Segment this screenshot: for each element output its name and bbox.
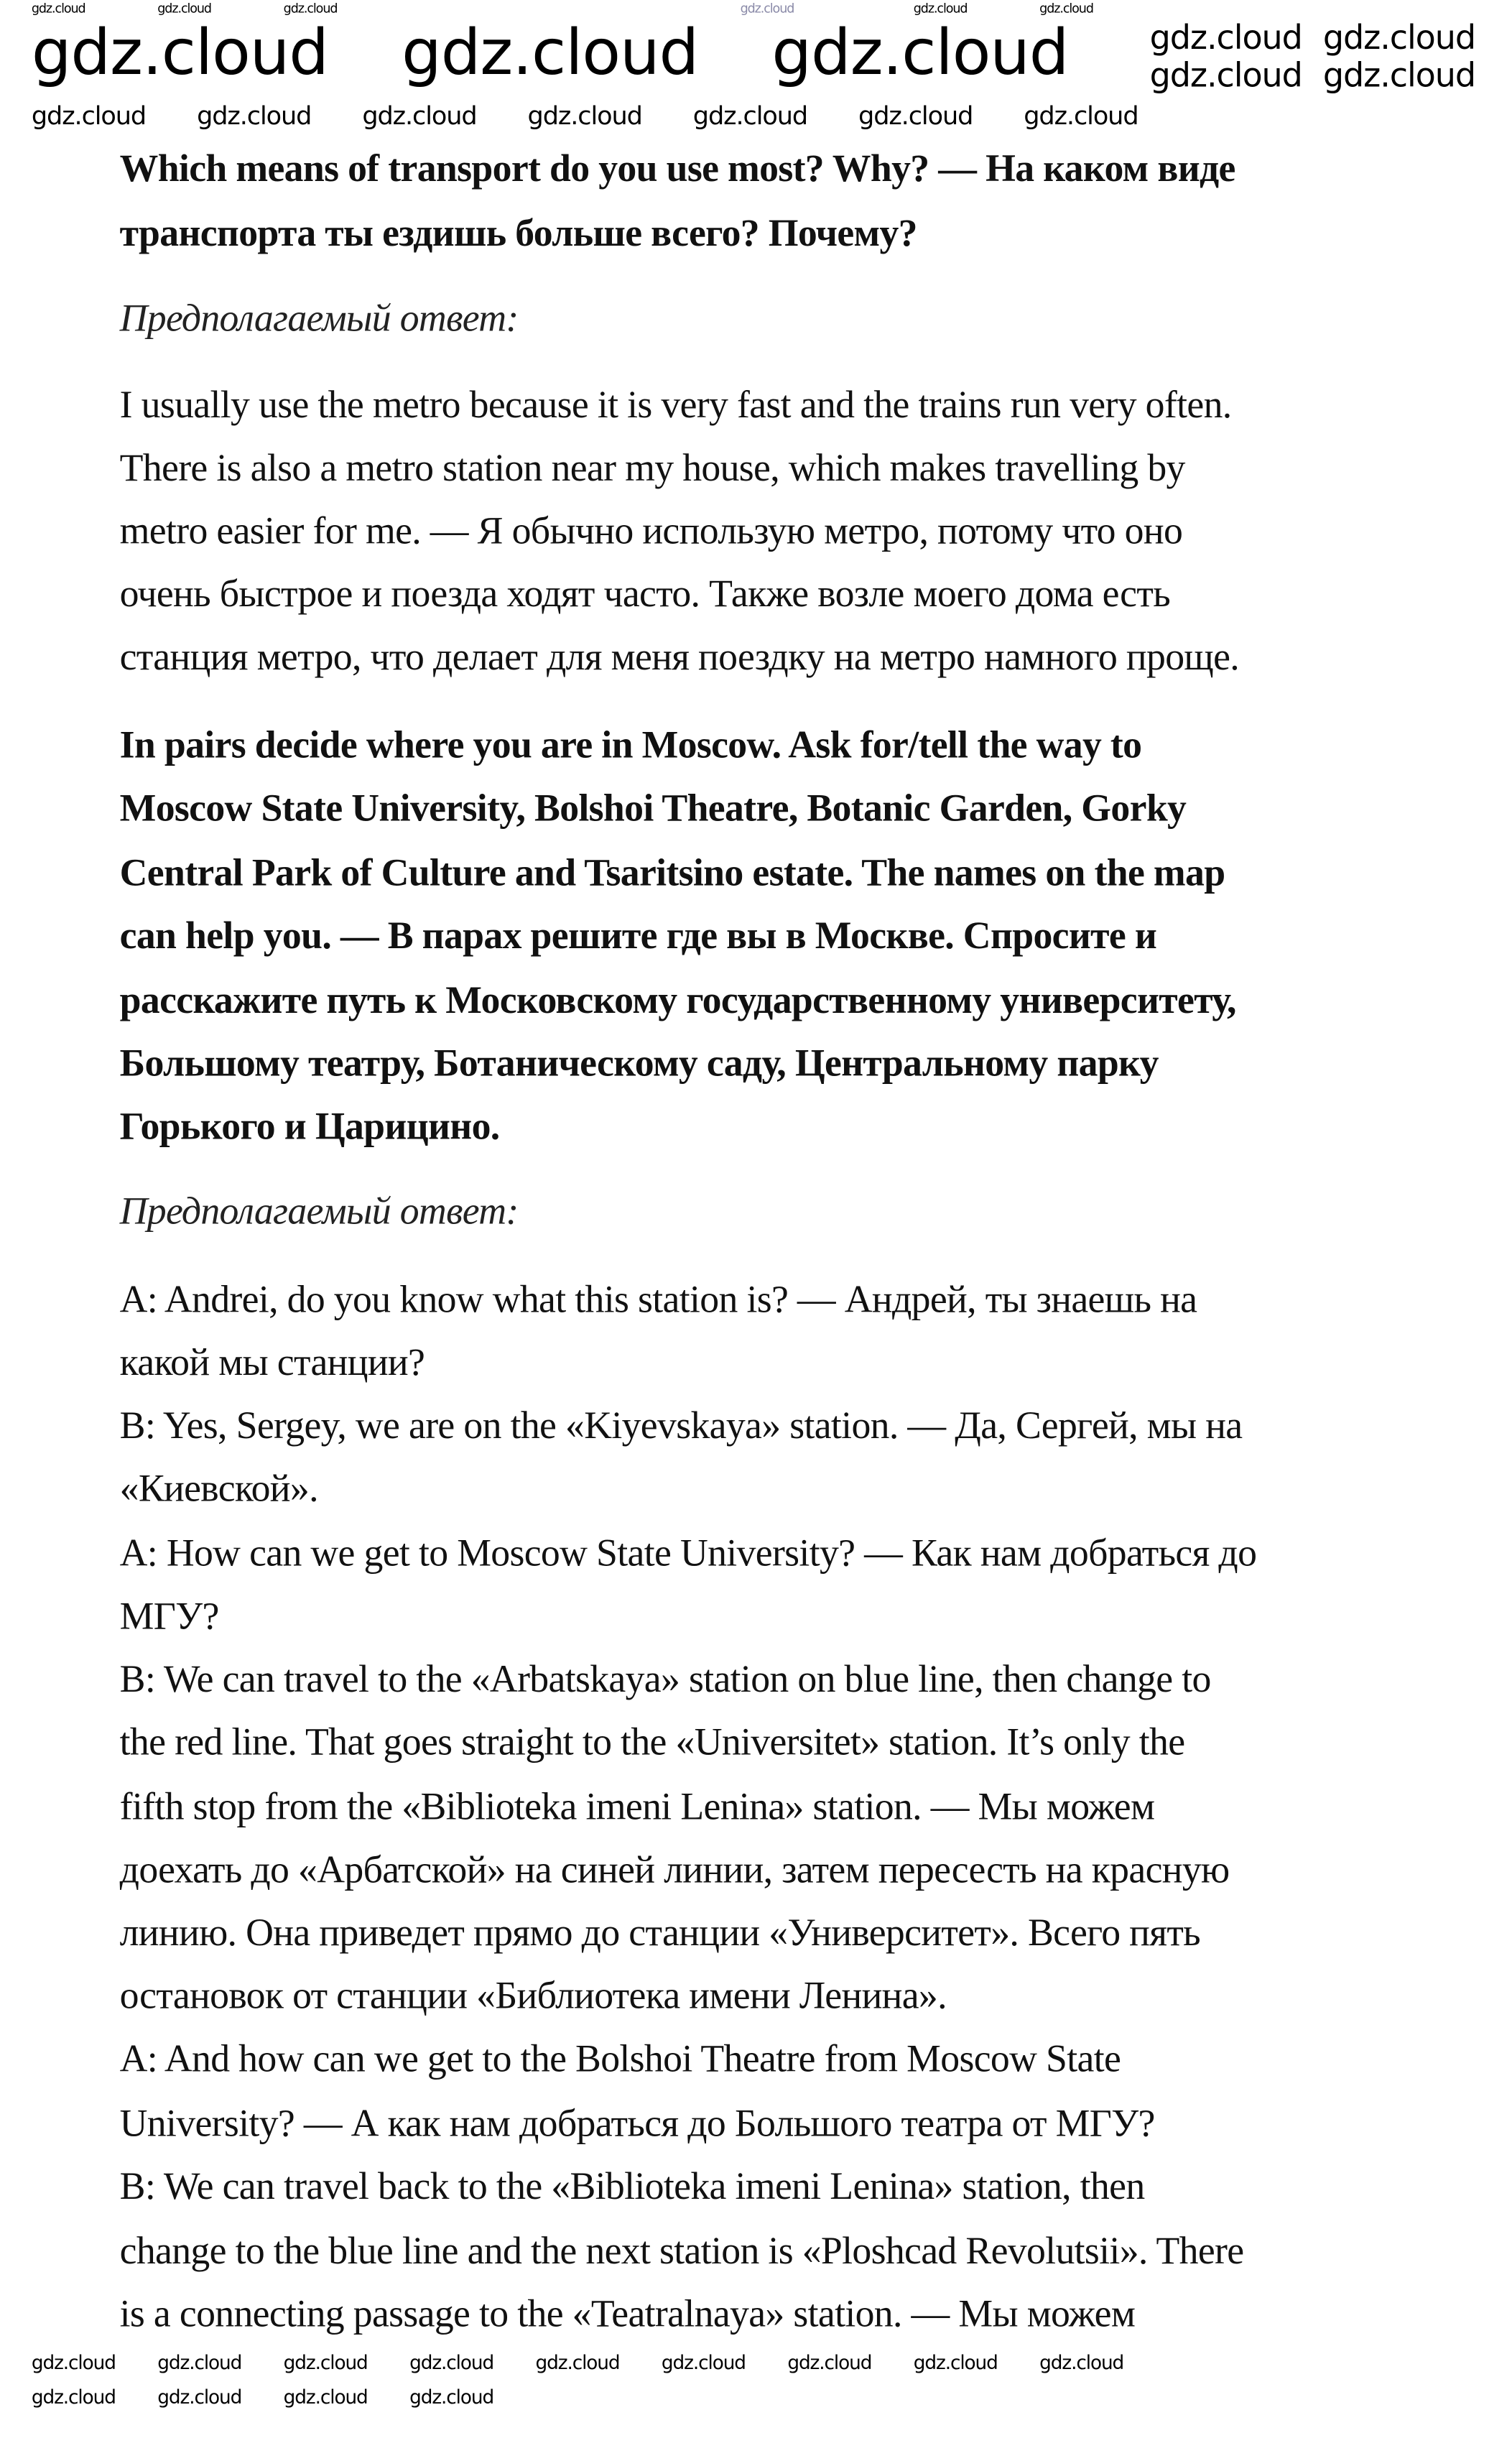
watermark: gdz.cloud — [409, 2351, 494, 2374]
watermark: gdz.cloud — [283, 1, 338, 16]
question-2-line: Central Park of Culture and Tsaritsino estate. The names on the map — [119, 852, 1225, 895]
dialogue-line: fifth stop from the «Biblioteka imeni Lenina» station. — Мы можем — [119, 1786, 1155, 1829]
watermark: gdz.cloud — [1024, 101, 1138, 131]
dialogue-line: University? — А как нам добраться до Большого театра от МГУ? — [119, 2103, 1155, 2146]
watermark: gdz.cloud — [157, 2351, 242, 2374]
question-2-line: Moscow State University, Bolshoi Theatre, Botanic Garden, Gorky — [119, 787, 1187, 830]
watermark: gdz.cloud — [1322, 56, 1475, 95]
question-1-line: Which means of transport do you use most? Why? — На каком виде — [119, 148, 1235, 191]
watermark: gdz.cloud — [1149, 56, 1302, 95]
dialogue-line: change to the blue line and the next station is «Ploshcad Revolutsii». There — [119, 2230, 1244, 2274]
question-2-line: Большому театру, Ботаническому саду, Центральному парку — [119, 1042, 1159, 1085]
watermark: gdz.cloud — [283, 2351, 368, 2374]
dialogue-line: A: And how can we get to the Bolshoi Theatre from Moscow State — [119, 2038, 1121, 2081]
watermark: gdz.cloud — [1149, 19, 1302, 57]
question-2-line: can help you. — В парах решите где вы в Москве. Спросите и — [119, 914, 1157, 958]
watermark: gdz.cloud — [31, 1, 85, 16]
watermark: gdz.cloud — [362, 101, 477, 131]
answer-label: Предполагаемый ответ: — [119, 1190, 519, 1233]
dialogue-line: МГУ? — [119, 1595, 219, 1639]
answer-1-line: очень быстрое и поезда ходят часто. Также возле моего дома есть — [119, 573, 1171, 616]
dialogue-line: is a connecting passage to the «Teatralnaya» station. — Мы можем — [119, 2293, 1136, 2336]
answer-1-line: metro easier for me. — Я обычно использую метро, потому что оно — [119, 510, 1183, 553]
watermark: gdz.cloud — [771, 17, 1069, 90]
dialogue-line: доехать до «Арбатской» на синей линии, затем пересесть на красную — [119, 1849, 1230, 1892]
watermark: gdz.cloud — [692, 101, 808, 131]
question-2-line: расскажите путь к Московскому государственному университету, — [119, 979, 1236, 1023]
watermark: gdz.cloud — [283, 2386, 368, 2409]
watermark: gdz.cloud — [535, 2351, 620, 2374]
watermark: gdz.cloud — [157, 2386, 242, 2409]
dialogue-line: какой мы станции? — [119, 1342, 425, 1385]
watermark: gdz.cloud — [31, 17, 328, 90]
answer-label: Предполагаемый ответ: — [119, 297, 519, 340]
watermark: gdz.cloud — [1039, 1, 1093, 16]
dialogue-line: B: Yes, Sergey, we are on the «Kiyevskaya» station. — Да, Сергей, мы на — [119, 1404, 1243, 1448]
watermark: gdz.cloud — [31, 2386, 116, 2409]
watermark: gdz.cloud — [409, 2386, 494, 2409]
watermark: gdz.cloud — [157, 1, 211, 16]
question-2-line: In pairs decide where you are in Moscow. Ask for/tell the way to — [119, 724, 1142, 767]
watermark: gdz.cloud — [1039, 2351, 1124, 2374]
dialogue-line: «Киевской». — [119, 1468, 318, 1511]
watermark: gdz.cloud — [31, 101, 147, 131]
watermark: gdz.cloud — [402, 17, 699, 90]
dialogue-line: A: Andrei, do you know what this station is? — Андрей, ты знаешь на — [119, 1279, 1197, 1322]
dialogue-line: B: We can travel to the «Arbatskaya» station on blue line, then change to — [119, 1658, 1211, 1702]
watermark: gdz.cloud — [1322, 19, 1475, 57]
answer-1-line: станция метро, что делает для меня поездку на метро намного проще. — [119, 636, 1240, 680]
watermark: gdz.cloud — [661, 2351, 746, 2374]
question-2-line: Горького и Царицино. — [119, 1106, 500, 1149]
dialogue-line: остановок от станции «Библиотека имени Ленина». — [119, 1975, 947, 2018]
answer-1-line: I usually use the metro because it is very fast and the trains run very often. — [119, 384, 1232, 427]
watermark: gdz.cloud — [31, 2351, 116, 2374]
watermark: gdz.cloud — [740, 1, 794, 16]
watermark: gdz.cloud — [913, 2351, 998, 2374]
watermark: gdz.cloud — [527, 101, 642, 131]
answer-1-line: There is also a metro station near my house, which makes travelling by — [119, 447, 1185, 490]
watermark: gdz.cloud — [913, 1, 968, 16]
watermark: gdz.cloud — [787, 2351, 872, 2374]
dialogue-line: B: We can travel back to the «Biblioteka imeni Lenina» station, then — [119, 2165, 1145, 2209]
watermark: gdz.cloud — [197, 101, 312, 131]
watermark: gdz.cloud — [858, 101, 973, 131]
dialogue-line: A: How can we get to Moscow State University? — Как нам добраться до — [119, 1532, 1257, 1575]
dialogue-line: the red line. That goes straight to the «Universitet» station. It’s only the — [119, 1721, 1185, 1764]
question-1-line: транспорта ты ездишь больше всего? Почему? — [119, 213, 917, 256]
dialogue-line: линию. Она приведет прямо до станции «Университет». Всего пять — [119, 1911, 1201, 1955]
